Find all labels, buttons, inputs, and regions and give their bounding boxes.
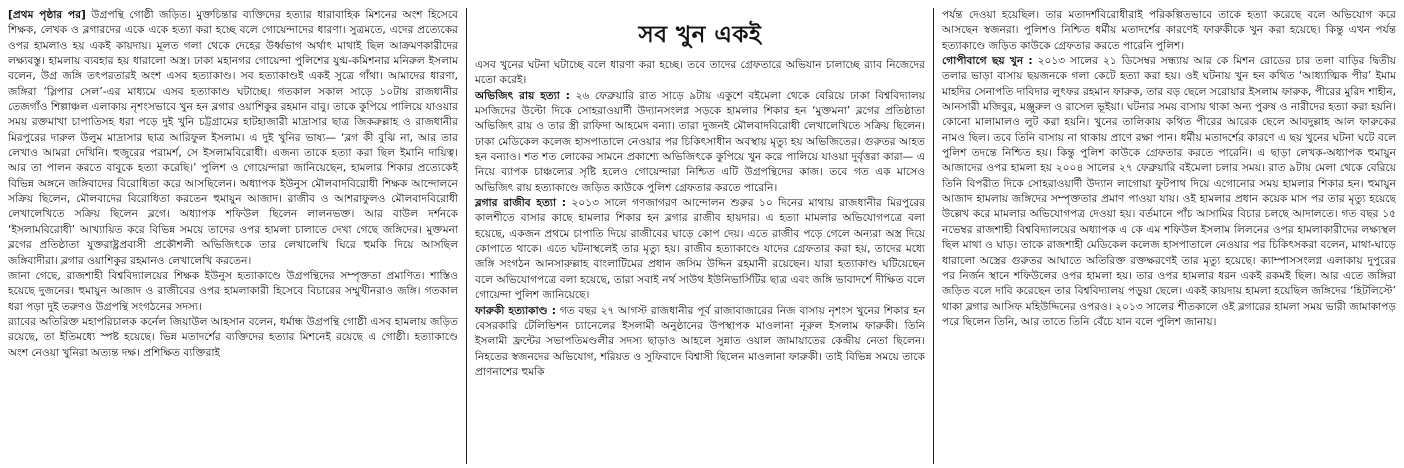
section-text: গত বছর ২৭ আগস্ট রাজধানীর পূর্ব রাজাবাজারের নিজ বাসায় নৃশংস খুনের শিকার হন বেসরকারি টেলিভিশন চ্যানেলের ইসলামী অনুষ্ঠানের উপস্থাপক মাওলানা নূরুল ইসলাম ফারুকী। তিনি ইসলামী ফ্রন্টের সভাপতিমণ্ডলীর সদস্য ছাড়াও আহলে সুন্নাত ওয়াল জামায়াতের কেন্দ্রীয় নেতা ছিলেন। নিহতের স্বজনদের অভিযোগ, শরিয়ত ও সুফিবাদে বিশ্বাসী ছিলেন মাওলানা ফারুকী। তাই বিভিন্ন সময়ে তাকে প্রাণনাশের হুমকি [475,304,925,378]
article-headline: সব খুন একই [638,21,762,48]
section-title: অভিজিৎ রায় হত্যা : [475,89,570,102]
paragraph: উগ্রপন্থি গোষ্ঠী জড়িত। মুক্তচিন্তার ব্যক্তিদের হত্যার ধারাবাহিক মিশনের অংশ হিসেবে শিক্ষক, লেখক ও ব্লগারদের একে একে হত্যা করা হচ্ছে বলে গোয়েন্দাদের ধারণা। সুত্রমতে, এদের প্রত্যেকের ওপর হামলাও হয় একই কায়দায়। মূলত গলা থেকে দেহের উর্ধ্বভাগ অর্থাৎ মাথাই ছিল আক্রমণকারীদের লক্ষ্যবস্তু। হামলায় ব্যবহার হয় ধারালো অস্ত্র। ঢাকা মহানগর গোয়েন্দা পুলিশের যুগ্ম-কমিশনার মনিরুল ইসলাম বলেন, উগ্র জঙ্গি তৎপরতারই অংশ এসব হত্যাকাণ্ড। সব হত্যাকাণ্ডই একই সুত্রে গাঁথা। আমাদের ধারণা, জঙ্গিরা ‘স্লিপার সেল’-এর মাধ্যমে এসব হত্যাকাণ্ড ঘটাচ্ছে। গতকাল সকাল সাড়ে ১০টায় রাজধানীর তেজগাঁও শিল্পাঞ্চল এলাকায় নৃশংসভাবে খুন হন ব্লগার ওয়াশিকুর রহমান বাবু। তাকে কুপিয়ে পালিয়ে যাওয়ার সময় রক্তমাখা চাপাতিসহ ধরা পড়ে দুই খুনি চট্টগ্রামের হাটহাজারী মাদ্রাসার ছাত্র জিকরুল্লাহ ও রাজধানীর মিরপুরের দারুল উলুম মাদ্রাসার ছাত্র আরিফুল ইসলাম। এ দুই খুনির ভাষ্য— ‘ব্লগ কী বুঝি না, আর তার লেখাও আমরা দেখিনি। হুজুরের পরামর্শ, সে ইসলামবিরোধী। এজন্য তাকে হত্যা করা ছিল ইমানি দায়িত্ব। আর তা পালন করতে বাবুকে হত্যা করেছি।’ পুলিশ ও গোয়েন্দারা জানিয়েছেন, হামলার শিকার প্রত্যেকেই বিভিন্ন অঙ্গনে জঙ্গিবাদের বিরোধিতা করে আসছিলেন। অধ্যাপক ইউনুস মৌলবাদবিরোধী শিক্ষক আন্দোলনে সক্রিয় ছিলেন, মৌলবাদের বিরোধিতা করতেন হুমায়ুন আজাদ। রাজীব ও আশরাফুলও মৌলবাদবিরোধী লেখালেখিতে সক্রিয় ছিলেন ব্লগে। অধ্যাপক শফিউল ছিলেন লালনভক্ত। আর বাউল দর্শনকে ‘ইসলামবিরোধী’ আখ্যায়িত করে বিভিন্ন সময়ে তাদের ওপর হামলা চালাতে দেখা গেছে জঙ্গিদের। মুক্তমনা ব্লগের প্রতিষ্ঠাতা যুক্তরাষ্ট্রপ্রবাসী প্রকৌশলী অভিজিৎকে তার লেখালেখি ঘিরে হুমকি দিয়ে আসছিল জঙ্গিবাদীরা। ব্লগার ওয়াশিকুর রহমানও লেখালেখি করতেন। [8,9,458,267]
continuation-marker: [প্রথম পৃষ্ঠার পর] [8,9,86,21]
section-title: ফারুকী হত্যাকাণ্ড : [475,304,557,317]
section-text: ২০১৩ সালে গণজাগরণ আন্দোলন শুরুর ১০ দিনের মাথায় রাজধানীর মিরপুরের কালশীতে বাসার কাছে হামলার শিকার হন ব্লগার রাজীব হায়দার। এ হত্যা মামলার অভিযোগপত্রে বলা হয়েছে, একজন প্রথমে চাপাতি দিয়ে রাজীবের ঘাড়ে কোপ দেয়। এতে রাজীব পড়ে গেলে অন্যরা অস্ত্র দিয়ে কোপাতে থাকে। এতে ঘটনাস্থলেই তার মৃত্যু হয়। রাজীব হত্যাকাণ্ডে যাদের গ্রেফতার করা হয়, তাদের মধ্যে জঙ্গি সংগঠন আনসারুল্লাহ বাংলাটিমের প্রধান জসিম উদ্দিন রহমানী রয়েছেন। যারা হত্যাকাণ্ড ঘটিয়েছেন বলে অভিযোগপত্রে বলা হয়েছে, তারা সবাই নর্থ সাউথ ইউনিভার্সিটির ছাত্র এবং জঙ্গি ভাবাদর্শে দীক্ষিত বলে গোয়েন্দা পুলিশ জানিয়েছে। [475,197,925,302]
section-text: ২০১৩ সালের ২১ ডিসেম্বর সন্ধ্যায় আর কে মিশন রোডের চার তলা বাড়ির দ্বিতীয় তলার ভাড়া বাসায় ছয়জনকে গলা কেটে হত্যা করা হয়। ওই ঘটনায় খুন হন কথিত ‘আধ্যাত্মিক পীর’ ইমাম মাহদির সেনাপতি দাবিদার লুৎফর রহমান ফারুক, তার বড় ছেলে সরোয়ার ইসলাম ফারুক, পীরের মুরিদ শাহীন, আনসারী মজিবুর, মঞ্জুরুল ও রাসেল ভূইয়া। ঘটনার সময় বাসায় থাকা অন্য পুরুষ ও নারীদের হত্যা করা হয়নি। কোনো মালামালও লুট করা হয়নি। খুনের তালিকায় কথিত পীরের আরেক ছেলে আবদুল্লাহ আল ফারুকের নামও ছিল। তবে তিনি বাসায় না থাকায় প্রাণে রক্ষা পান। ধর্মীয় মতাদর্শের কারণে এ ছয় খুনের ঘটনা ঘটে বলে পুলিশ তদন্তে নিশ্চিত হয়। কিন্তু পুলিশ কাউকে গ্রেফতার করতে পারেনি। এ ছাড়া লেখক-অধ্যাপক হুমায়ুন আজাদের ওপর হামলা হয় ২০০৪ সালের ২৭ ফেব্রুয়ারি বইমেলা চলার সময়। রাত ৯টায় মেলা থেকে বেরিয়ে তিনি বিপরীত দিকে সোহরাওয়ার্দী উদ্যান লাগোয়া ফুটপাথ দিয়ে এগোনোর সময় হামলার শিকার হন। হুমায়ুন আজাদ হামলায় জঙ্গিদের সম্পৃক্ততার প্রমাণ পাওয়া যায়। ওই হামলার প্রধান কয়েক মাস পর তার মৃত্যু হয়েছে উল্লেখ করে মামলার অভিযোগপত্র দেওয়া হয়। বর্তমানে পাঁচ আসামির বিচার চলছে আদালতে। গত বছর ১৫ নভেম্বর রাজশাহী বিশ্ববিদ্যালয়ের অধ্যাপক এ কে এম শফিউল ইসলাম লিলনের ওপর হামলাকারীদের লক্ষ্যস্থল ছিল মাথা ও ঘাড়। তাকে রাজশাহী মেডিকেল কলেজ হাসপাতালে নেওয়ার পর চিকিৎসকরা বলেন, মাথা-ঘাড়ে ধারালো অস্ত্রের গুরুতর আঘাতে অতিরিক্ত রক্তক্ষরণেই তার মৃত্যু হয়েছে। ক্যাম্পাসসংলগ্ন এলাকায় দুপুরের পর নির্জন স্থানে শফিউলের ওপর হামলা হয়। তার ওপর হামলার ধরন একই রকমই ছিল। আর এতে জঙ্গিরা জড়িত বলে দাবি করেছেন তার বিশ্ববিদ্যালয় পড়ুয়া ছেলে। একই কায়দায় হামলা হয়েছিল জঙ্গিদের ‘হিটলিস্টে’ থাকা ব্লগার আসিফ মহিউদ্দিনের ওপরও। ২০১৩ সালের শীতকালে ওই ব্লগারের হামলা সময় ভারী জামাকাপড় পরে ছিলেন তিনি, আর তাতে তিনি বেঁচে যান বলে পুলিশ জানায়। [942,55,1396,328]
paragraph: র‌্যাবের অতিরিক্ত মহাপরিচালক কর্নেল জিয়াউল আহসান বলেন, ধর্মান্ধ উগ্রপন্থি গোষ্ঠী এসব হামলায় জড়িত রয়েছে, তা ইতিমধ্যে স্পষ্ট হয়েছে। ভিন্ন মতাদর্শের ব্যক্তিদের হত্যার মিশনেই রয়েছে এ গোষ্ঠী। হত্যাকাণ্ডে অংশ নেওয়া খুনিরা অত্যন্ত দক্ষ। প্রশিক্ষিত ব্যক্তিরাই [8,315,458,359]
paragraph: এসব খুনের ঘটনা ঘটাচ্ছে বলে ধারণা করা হচ্ছে। তবে তাদের গ্রেফতারে অভিযান চালাচ্ছে র‌্যাব নিজেদের মতো করেই। [475,59,925,87]
section-faruqi [475,304,925,381]
section-rajib [475,196,925,303]
section-avijit [475,89,925,196]
article-continuation [8,8,458,269]
column-right [934,8,1396,464]
section-gopibagh [942,54,1396,330]
paragraph: জানা গেছে, রাজশাহী বিশ্ববিদ্যালয়ের শিক্ষক ইউনুস হত্যাকাণ্ডে উগ্রপন্থিদের সম্পৃক্ততা প্রমাণিত। শাস্তিও হয়েছে দুজনের। হুমায়ুন আজাদ ও রাজীবের ওপর হামলাকারী হিসেবে বিচারের সম্মুখীনরাও জঙ্গি। গতকাল ধরা পড়া দুই তরুণও উগ্রপন্থি সংগঠনের সদস্য। [8,269,458,313]
section-title: ব্লগার রাজীব হত্যা : [475,197,567,210]
section-title: গোপীবাগে ছয় খুন : [942,55,1033,68]
paragraph: পর্যন্ত দেওয়া হয়েছিল। তার মতাদর্শবিরোধীরাই পরিকল্পিতভাবে তাকে হত্যা করেছে বলে অভিযোগ করে আসছেন স্বজনরা। পুলিশও নিশ্চিত ধর্মীয় মতাদর্শের কারণেই ফারুকীকে খুন করা হয়েছে। কিন্তু এখন পর্যন্ত হত্যাকাণ্ডে জড়িত কাউকে গ্রেফতার করতে পারেনি পুলিশ। [942,9,1396,52]
column-middle [466,8,934,464]
section-text: ২৬ ফেব্রুয়ারি রাত সাড়ে ৯টায় একুশে বইমেলা থেকে বেরিয়ে ঢাকা বিশ্ববিদ্যালয় মসজিদের উল্টো দিকে সোহরাওয়ার্দী উদ্যানসংলগ্ন সড়কে হামলার শিকার হন ‘মুক্তমনা’ ব্লগের প্রতিষ্ঠাতা অভিজিৎ রায় ও তার স্ত্রী রাফিদা আহমেদ বন্যা। তারা দুজনই মৌলবাদবিরোধী লেখালেখিতে সক্রিয় ছিলেন। ঢাকা মেডিকেল কলেজ হাসপাতালে নেওয়ার পর চিকিৎসাধীন অবস্থায় মৃত্যু হয় অভিজিতের। গুরুতর আহত হন বন্যাও। শত শত লোকের সামনে প্রকাশ্যে অভিজিৎকে কুপিয়ে খুন করে পালিয়ে যাওয়া দুর্বৃত্তরা কারা— এ নিয়ে ব্যাপক চাঞ্চল্যের সৃষ্টি হলেও গোয়েন্দারা নিশ্চিত এটি উগ্রপন্থিদের কাজ। তবে গত এক মাসেও অভিজিৎ রায় হত্যাকাণ্ডে জড়িত কাউকে পুলিশ গ্রেফতার করতে পারেনি। [475,89,925,194]
column-left [8,8,466,464]
